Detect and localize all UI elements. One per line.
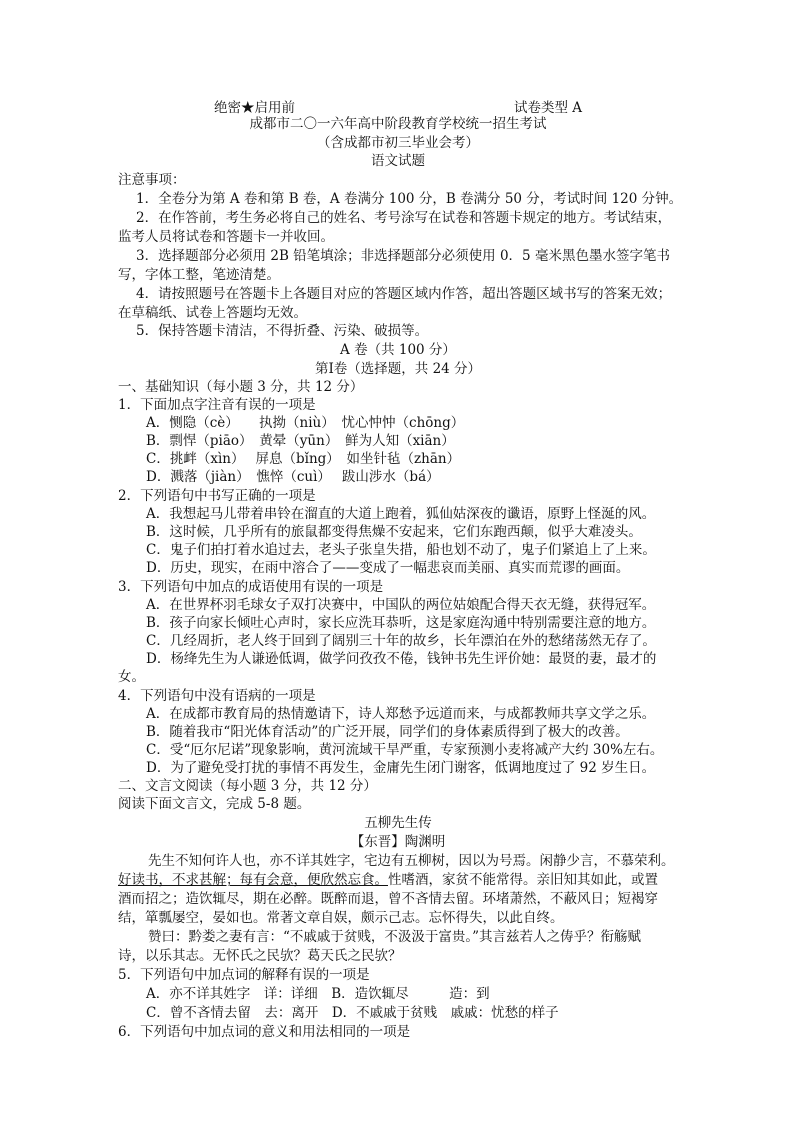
question-option: A．恻隐（cè） 执拗（niù） 忧心忡忡（chōng） (146, 415, 465, 431)
question-option: B．这时候，几乎所有的旅鼠都变得焦燥不安起来，它们东跑西颠，似乎大难凌头。 (146, 524, 642, 540)
question-option: C．挑衅（xìn） 屏息（bǐng） 如坐针毡（zhān） (146, 451, 461, 467)
question-stem: 5．下列语句中加点词的解释有误的一项是 (118, 967, 370, 983)
passage-underlined-sentence: 好读书，不求甚解；每有会意，便欣然忘食。 (118, 872, 388, 888)
question-option: D．溅落（jiàn） 憔悴（cuì） 跋山涉水（bá） (146, 469, 440, 485)
question-stem: 3．下列语句中加点的成语使用有误的一项是 (118, 579, 384, 595)
notes-heading: 注意事项： (118, 172, 186, 188)
question-stem: 1．下面加点字注音有误的一项是 (118, 397, 316, 413)
passage-line: 结，箪瓢屡空，晏如也。常著文章自娱，颇示己志。忘怀得失，以此自终。 (118, 910, 564, 926)
question-option: A．在成都市教育局的热情邀请下，诗人郑愁予远道而来，与成都教师共享文学之乐。 (146, 706, 656, 722)
note-line: 2．在作答前，考生务必将自己的姓名、考号涂写在试卷和答题卡规定的地方。考试结束， (136, 210, 672, 226)
note-line: 写，字体工整，笔迹清楚。 (118, 267, 280, 283)
question-option: D．为了避免受打扰的事情不再发生，金庸先生闭门谢客，低调地度过了 92 岁生日。 (146, 760, 656, 776)
note-line: 1．全卷分为第 A 卷和第 B 卷，A 卷满分 100 分，B 卷满分 50 分，考试时间 120 分钟。 (136, 191, 683, 207)
question-option-continuation: 女。 (118, 669, 145, 685)
note-line: 5．保持答题卡清洁，不得折叠、污染、破损等。 (136, 323, 429, 339)
section2-intro: 阅读下面文言文，完成 5-8 题。 (118, 796, 311, 812)
question-option: B．孩子向家长倾吐心声时，家长应洗耳恭听，这是家庭沟通中特别需要注意的地方。 (146, 615, 656, 631)
note-line: 监考人员将试卷和答题卡一并收回。 (118, 229, 334, 245)
question-option: D．杨绛先生为人谦逊低调，做学问孜孜不倦，钱钟书先生评价她：最贤的妻，最才的 (146, 651, 657, 667)
part1-title: 第Ⅰ卷（选择题，共 24 分） (314, 361, 482, 377)
question-stem: 4．下列语句中没有语病的一项是 (118, 688, 316, 704)
paper-type-label: 试卷类型 A (514, 100, 583, 116)
passage-line-rest: 性嗜酒，家贫不能常得。亲旧知其如此，或置 (388, 872, 658, 888)
question-option: D．历史，现实，在雨中溶合了——变成了一幅悲哀而美丽、真实而荒谬的画面。 (146, 560, 630, 576)
passage-line: 先生不知何许人也，亦不详其姓字，宅边有五柳树，因以为号焉。闲静少言，不慕荣利。 (148, 853, 675, 869)
passage-line: 诗，以乐其志。无怀氏之民欤？葛天氏之民欤？ (118, 948, 402, 964)
question-option: C．鬼子们拍打着水追过去，老头子张皇失措，船也划不动了，鬼子们紧追上了上来。 (146, 542, 656, 558)
confidential-label: 绝密★启用前 (214, 100, 295, 116)
exam-subtitle: （含成都市初三毕业会考） (317, 135, 479, 151)
note-line: 4．请按照题号在答题卡上各题目对应的答题区域内作答，超出答题区域书写的答案无效； (136, 286, 672, 302)
note-line: 在草稿纸、试卷上答题均无效。 (118, 305, 307, 321)
passage-line (118, 871, 678, 890)
question-stem: 2．下列语句中书写正确的一项是 (118, 488, 316, 504)
question-option: B．剽悍（piāo） 黄晕（yūn） 鲜为人知（xiān） (146, 433, 455, 449)
passage-line: 酒而招之；造饮辄尽，期在必醉。既醉而退，曾不吝情去留。环堵萧然，不蔽风日；短褐穿 (118, 891, 658, 907)
section2-heading: 二、文言文阅读（每小题 3 分，共 12 分） (118, 778, 377, 794)
section1-heading: 一、基础知识（每小题 3 分，共 12 分） (118, 379, 364, 395)
note-line: 3．选择题部分必须用 2B 铅笔填涂；非选择题部分必须使用 0．5 毫米黑色墨水签字笔书 (136, 248, 670, 264)
question-option: B．随着我市“阳光体育活动”的广泛开展，同学们的身体素质得到了极大的改善。 (146, 724, 629, 740)
subject-title: 语文试题 (371, 153, 425, 169)
question-option: A．亦不详其姓字 详：详细 B．造饮辄尽 造：到 (146, 986, 490, 1002)
question-option: C．受“厄尔尼诺”现象影响，黄河流域干旱严重，专家预测小麦将减产大约 30%左右。 (146, 742, 664, 758)
passage-author: 【东晋】陶渊明 (350, 834, 446, 850)
question-option: C．曾不吝情去留 去：离开 D．不戚戚于贫贱 戚戚：忧愁的样子 (146, 1005, 559, 1021)
passage-line: 赞曰：黔娄之妻有言：“不戚戚于贫贱，不汲汲于富贵。”其言兹若人之俦乎？衔觞赋 (148, 929, 642, 945)
passage-title: 五柳先生传 (364, 815, 432, 831)
question-stem: 6．下列语句中加点词的意义和用法相同的一项是 (118, 1024, 411, 1040)
volume-a-title: A 卷（共 100 分） (340, 342, 456, 358)
question-option: A．我想起马儿带着串铃在溜直的大道上跑着，狐仙姑深夜的谶语，原野上怪涎的风。 (146, 506, 656, 522)
question-option: A．在世界杯羽毛球女子双打决赛中，中国队的两位姑娘配合得天衣无缝，获得冠军。 (146, 597, 656, 613)
question-option: C．几经周折，老人终于回到了阔别三十年的故乡，长年漂泊在外的愁绪荡然无存了。 (146, 633, 656, 649)
exam-title: 成都市二〇一六年高中阶段教育学校统一招生考试 (249, 116, 547, 132)
